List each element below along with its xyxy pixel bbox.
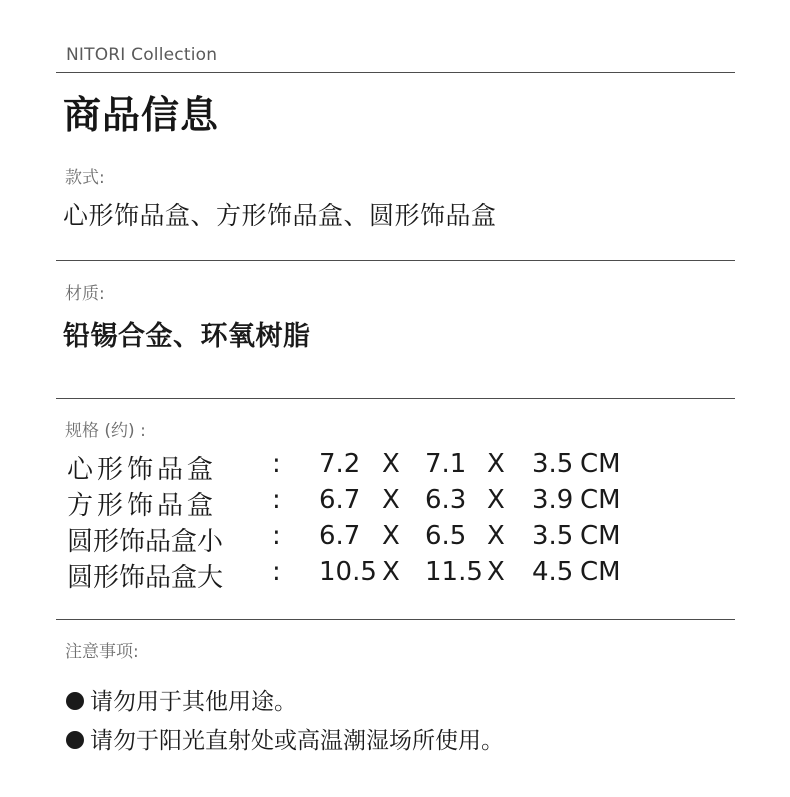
spec-name: 圆形饰品盒小 bbox=[67, 527, 224, 557]
spec-unit: CM bbox=[580, 557, 621, 587]
note-text: 请勿于阳光直射处或高温潮湿场所使用。 bbox=[90, 728, 504, 754]
top-divider bbox=[56, 72, 735, 73]
note-text: 请勿用于其他用途。 bbox=[90, 689, 297, 715]
spec-name: 方形饰品盒 bbox=[67, 491, 218, 521]
style-value: 心形饰品盒、方形饰品盒、圆形饰品盒 bbox=[63, 201, 497, 230]
spec-colon: : bbox=[272, 485, 281, 515]
spec-colon: : bbox=[272, 521, 281, 551]
spec-width: 11.5 bbox=[425, 557, 483, 587]
bullet-icon bbox=[66, 692, 84, 710]
spec-times: X bbox=[382, 485, 400, 515]
style-label: 款式: bbox=[65, 168, 105, 188]
spec-times: X bbox=[487, 521, 505, 551]
spec-unit: CM bbox=[580, 449, 621, 479]
spec-times: X bbox=[382, 521, 400, 551]
spec-height: 4.5 bbox=[532, 557, 574, 587]
material-label: 材质: bbox=[65, 284, 105, 304]
spec-length: 10.5 bbox=[319, 557, 377, 587]
style-divider bbox=[56, 260, 735, 261]
note-item bbox=[66, 722, 504, 755]
spec-name: 心形饰品盒 bbox=[67, 455, 218, 485]
spec-length: 7.2 bbox=[319, 449, 361, 479]
spec-colon: : bbox=[272, 557, 281, 587]
spec-width: 6.5 bbox=[425, 521, 467, 551]
note-item bbox=[66, 683, 297, 716]
spec-unit: CM bbox=[580, 521, 621, 551]
spec-colon: : bbox=[272, 449, 281, 479]
page-title: 商品信息 bbox=[63, 93, 220, 137]
material-value: 铅锡合金、环氧树脂 bbox=[63, 321, 311, 352]
spec-times: X bbox=[487, 449, 505, 479]
material-divider bbox=[56, 398, 735, 399]
spec-label: 规格 (约) : bbox=[65, 421, 146, 441]
spec-length: 6.7 bbox=[319, 485, 361, 515]
spec-width: 6.3 bbox=[425, 485, 467, 515]
spec-times: X bbox=[382, 449, 400, 479]
spec-height: 3.5 bbox=[532, 521, 574, 551]
spec-height: 3.5 bbox=[532, 449, 574, 479]
spec-times: X bbox=[382, 557, 400, 587]
notes-label: 注意事项: bbox=[65, 642, 139, 662]
spec-name: 圆形饰品盒大 bbox=[67, 563, 224, 593]
spec-divider bbox=[56, 619, 735, 620]
spec-length: 6.7 bbox=[319, 521, 361, 551]
spec-width: 7.1 bbox=[425, 449, 467, 479]
bullet-icon bbox=[66, 731, 84, 749]
spec-times: X bbox=[487, 557, 505, 587]
spec-unit: CM bbox=[580, 485, 621, 515]
spec-times: X bbox=[487, 485, 505, 515]
brand-label: NITORI Collection bbox=[66, 45, 218, 65]
spec-height: 3.9 bbox=[532, 485, 574, 515]
